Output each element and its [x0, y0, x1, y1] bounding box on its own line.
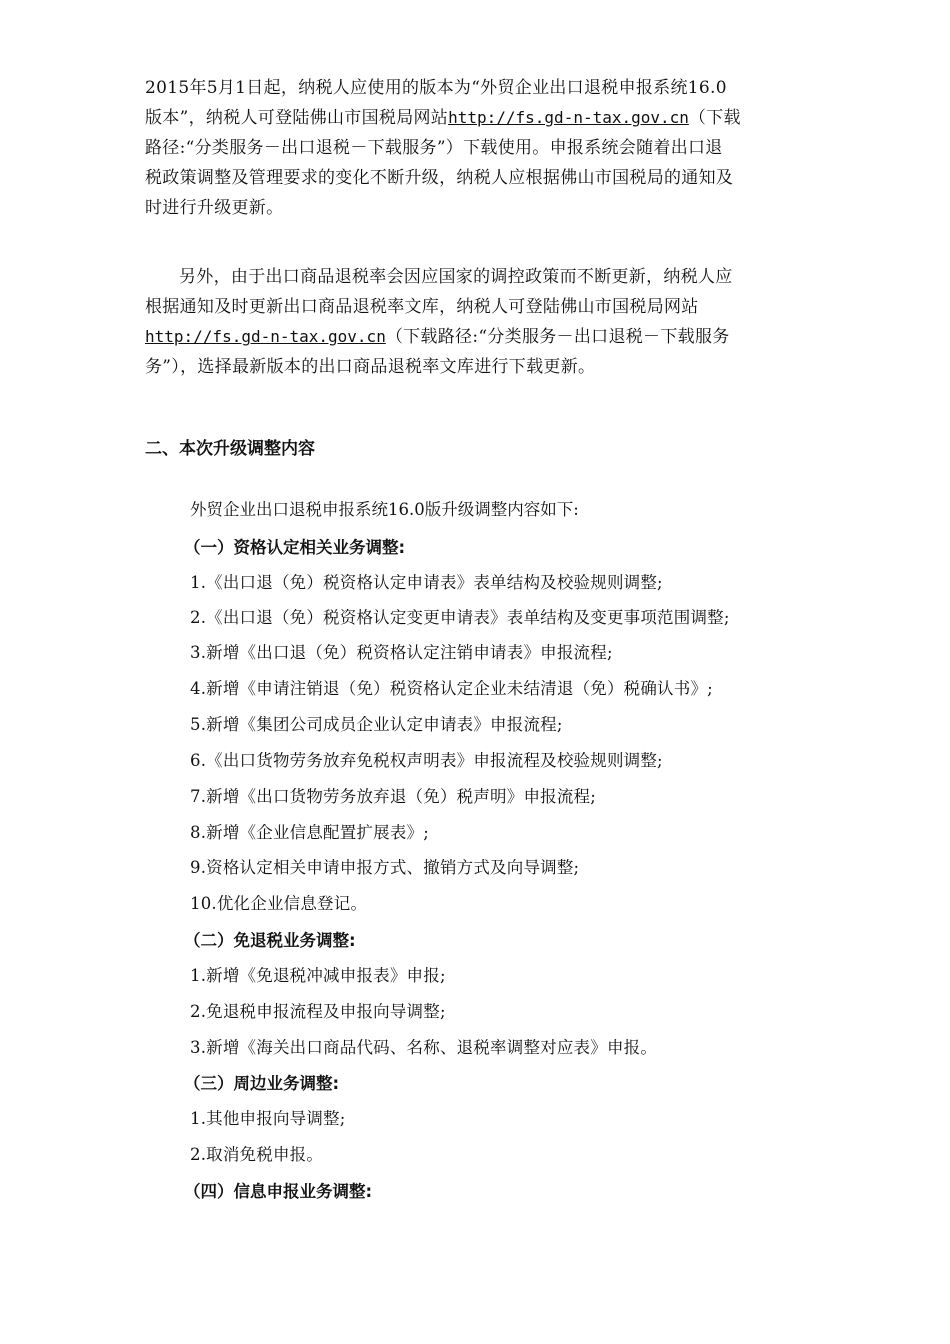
paragraph-line: 2015年5月1日起，纳税人应使用的版本为“外贸企业出口退税申报系统16.0 [145, 78, 727, 98]
paragraph-rate-library [145, 262, 817, 382]
list-item: 2.取消免税申报。 [190, 1145, 324, 1164]
paragraph-text: （下载路径:“分类服务－出口退税－下载服务 [385, 327, 730, 347]
list-item: 7.新增《出口货物劳务放弃退（免）税声明》申报流程; [190, 787, 597, 806]
website-link[interactable]: http://fs.gd-n-tax.gov.cn [448, 108, 689, 127]
paragraph-line: 税政策调整及管理要求的变化不断升级，纳税人应根据佛山市国税局的通知及 [145, 168, 734, 188]
website-link[interactable]: http://fs.gd-n-tax.gov.cn [145, 327, 386, 346]
group-heading: （三）周边业务调整: [184, 1074, 340, 1093]
paragraph-version-info [145, 73, 817, 223]
list-item: 6.《出口货物劳务放弃免税权声明表》申报流程及校验规则调整; [190, 751, 663, 770]
list-item: 2.《出口退（免）税资格认定变更申请表》表单结构及变更事项范围调整; [190, 608, 730, 627]
list-item: 1.《出口退（免）税资格认定申请表》表单结构及校验规则调整; [190, 573, 663, 592]
list-item: 10.优化企业信息登记。 [190, 894, 368, 913]
paragraph-text: （下载 [688, 108, 741, 128]
section-heading: 二、本次升级调整内容 [145, 439, 315, 459]
group-heading: （一）资格认定相关业务调整: [184, 538, 406, 557]
paragraph-line: 路径:“分类服务－出口退税－下载服务”）下载使用。申报系统会随着出口退 [145, 138, 723, 158]
list-item: 2.免退税申报流程及申报向导调整; [190, 1002, 446, 1021]
list-item: 9.资格认定相关申请申报方式、撤销方式及向导调整; [190, 858, 580, 877]
paragraph-line: 时进行升级更新。 [145, 198, 284, 218]
group-heading: （四）信息申报业务调整: [184, 1182, 373, 1201]
list-item: 3.新增《出口退（免）税资格认定注销申请表》申报流程; [190, 643, 613, 662]
paragraph-line [145, 103, 817, 133]
list-item: 3.新增《海关出口商品代码、名称、退税率调整对应表》申报。 [190, 1038, 658, 1057]
paragraph-text: 版本”，纳税人可登陆佛山市国税局网站 [145, 108, 449, 128]
list-item: 1.新增《免退税冲减申报表》申报; [190, 966, 446, 985]
list-item: 5.新增《集团公司成员企业认定申请表》申报流程; [190, 715, 563, 734]
paragraph-line: 根据通知及时更新出口商品退税率文库，纳税人可登陆佛山市国税局网站 [145, 297, 699, 317]
paragraph-line: 另外，由于出口商品退税率会因应国家的调控政策而不断更新，纳税人应 [179, 267, 733, 287]
group-heading: （二）免退税业务调整: [184, 931, 356, 950]
list-item: 8.新增《企业信息配置扩展表》; [190, 823, 430, 842]
paragraph-line: 务”），选择最新版本的出口商品退税率文库进行下载更新。 [145, 357, 596, 377]
paragraph-line [145, 322, 817, 352]
intro-text: 外贸企业出口退税申报系统16.0版升级调整内容如下: [190, 500, 579, 519]
list-item: 4.新增《申请注销退（免）税资格认定企业未结清退（免）税确认书》; [190, 679, 713, 698]
list-item: 1.其他申报向导调整; [190, 1109, 346, 1128]
